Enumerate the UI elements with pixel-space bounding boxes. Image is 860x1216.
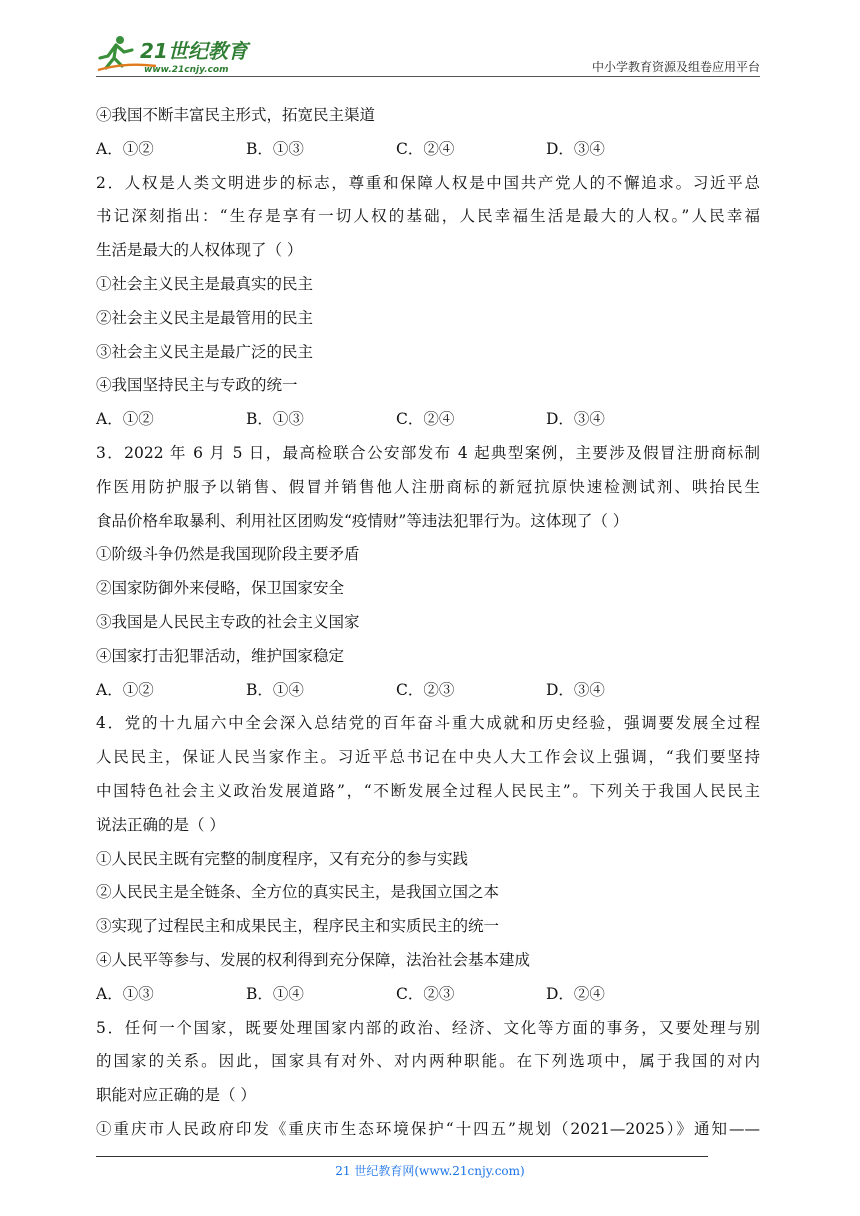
text-line: ①阶级斗争仍然是我国现阶段主要矛盾 [96,545,360,564]
text-line: 的国家的关系。因此，国家具有对外、对内两种职能。在下列选项中，属于我国的对内 [96,1052,760,1071]
option-c: C．②③ [396,680,455,699]
text-line: 中国特色社会主义政治发展道路”，“不断发展全过程人民民主”。下列关于我国人民民主 [96,781,760,800]
logo-text: 21世纪教育 [140,39,248,63]
text-line: 职能对应正确的是（ ） [96,1086,256,1105]
text-line: ②国家防御外来侵略，保卫国家安全 [96,579,345,598]
option-a: A．①③ [96,984,154,1003]
text-line: ④人民平等参与、发展的权利得到充分保障，法治社会基本建成 [96,950,531,969]
option-d: D．②④ [546,984,605,1003]
text-line: ②人民民主是全链条、全方位的真实民主，是我国立国之本 [96,883,500,902]
option-b: B．①④ [246,680,304,699]
answer-options [96,978,760,1012]
text-line: ①社会主义民主是最真实的民主 [96,274,314,293]
answer-options [96,674,760,708]
platform-name: 中小学教育资源及组卷应用平台 [591,60,760,74]
header-rule [96,76,760,77]
footer-rule [96,1156,708,1157]
text-line: 3．2022 年 6 月 5 日，最高检联合公安部发布 4 起典型案例，主要涉及假冒注册商标制 [96,443,760,462]
text-line: ④我国坚持民主与专政的统一 [96,376,298,395]
text-line: ①人民民主既有完整的制度程序，又有充分的参与实践 [96,849,469,868]
text-line: ④国家打击犯罪活动，维护国家稳定 [96,646,345,665]
text-line: 说法正确的是（ ） [96,815,225,834]
footer-text: 21 世纪教育网(www.21cnjy.com) [335,1164,525,1178]
option-a: A．①② [96,410,154,429]
option-c: C．②④ [396,410,455,429]
option-d: D．③④ [546,680,605,699]
text-line: ③社会主义民主是最广泛的民主 [96,342,314,361]
option-d: D．③④ [546,410,605,429]
answer-options [96,403,760,437]
text-line: ③实现了过程民主和成果民主，程序民主和实质民主的统一 [96,917,500,936]
logo [96,32,266,76]
text-line: ③我国是人民民主专政的社会主义国家 [96,612,360,631]
text-line: 书记深刻指出：“生存是享有一切人权的基础，人民幸福生活是最大的人权。”人民幸福 [96,207,760,226]
option-c: C．②③ [396,984,455,1003]
option-d: D．③④ [546,139,605,158]
logo-url: www.21cnjy.com [144,65,229,75]
option-a: A．①② [96,680,154,699]
text-line: 2．人权是人类文明进步的标志，尊重和保障人权是中国共产党人的不懈追求。习近平总 [96,173,760,192]
question-content [96,99,760,1147]
text-line: 5．任何一个国家，既要处理国家内部的政治、经济、文化等方面的事务，又要处理与别 [96,1018,760,1037]
option-c: C．②④ [396,139,455,158]
page-header [96,32,760,78]
text-line: 食品价格牟取暴利、利用社区团购发“疫情财”等违法犯罪行为。这体现了（ ） [96,511,629,530]
text-line: 4．党的十九届六中全会深入总结党的百年奋斗重大成就和历史经验，强调要发展全过程 [96,714,760,733]
option-b: B．①④ [246,984,304,1003]
text-line: 作医用防护服予以销售、假冒并销售他人注册商标的新冠抗原快速检测试剂、哄抬民生 [96,477,760,496]
text-line: 人民民主，保证人民当家作主。习近平总书记在中央人大工作会议上强调，“我们要坚持 [96,748,760,767]
answer-options [96,133,760,167]
text-line: ②社会主义民主是最管用的民主 [96,308,314,327]
option-b: B．①③ [246,410,304,429]
option-b: B．①③ [246,139,304,158]
text-line: ④我国不断丰富民主形式，拓宽民主渠道 [96,106,376,124]
text-line: ①重庆市人民政府印发《重庆市生态环境保护“十四五”规划（2021—2025）》通知—— [96,1119,760,1138]
option-a: A．①② [96,139,154,158]
text-line: 生活是最大的人权体现了（ ） [96,241,303,260]
